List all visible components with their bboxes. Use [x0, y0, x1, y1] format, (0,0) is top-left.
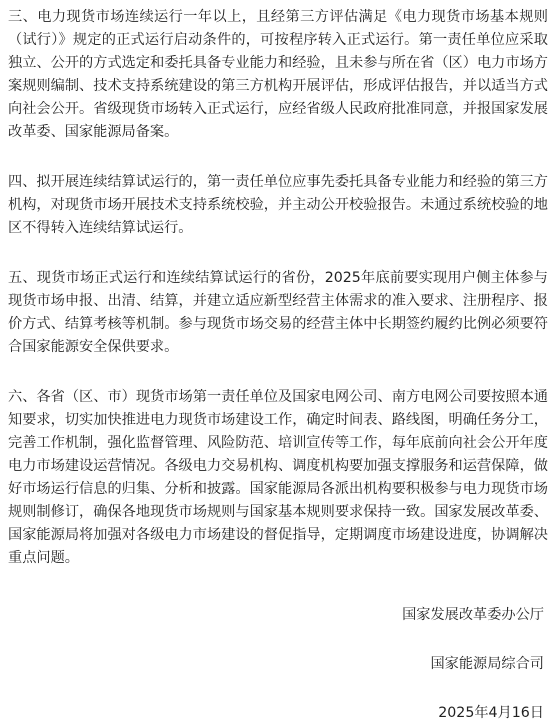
paragraph-five: 五、现货市场正式运行和连续结算试运行的省份，2025年底前要实现用户侧主体参与现货市场申报、出清、结算，并建立适应新型经营主体需求的准入要求、注册程序、报价方式、结算考核等机制。参与现货市场交易的经营主体中长期签约履约比例必须要符合国家能源安全保供要求。: [8, 270, 548, 355]
document-date: 2025年4月16日: [438, 705, 544, 721]
signature-nea-department: 国家能源局综合司: [430, 656, 544, 672]
paragraph-four: 四、拟开展连续结算试运行的，第一责任单位应事先委托具备专业能力和经验的第三方机构，对现货市场开展技术支持系统校验，并主动公开校验报告。未通过系统校验的地区不得转入连续结算试运行。: [8, 174, 548, 236]
paragraph-three: 三、电力现货市场连续运行一年以上，且经第三方评估满足《电力现货市场基本规则（试行）》规定的正式运行启动条件的，可按程序转入正式运行。第一责任单位应采取独立、公开的方式选定和委托具备专业能力和经验，且未参与所在省（区）电力市场方案规则编制、技术支持系统建设的第三方机构开展评估，形成评估报告，并以适当方式向社会公开。省级现货市场转入正式运行，应经省级人民政府批准同意，并报国家发展改革委、国家能源局备案。: [8, 9, 548, 140]
paragraph-six: 六、各省（区、市）现货市场第一责任单位及国家电网公司、南方电网公司要按照本通知要求，切实加快推进电力现货市场建设工作，确定时间表、路线图，明确任务分工，完善工作机制，强化监督管理、风险防范、培训宣传等工作，每年底前向社会公开年度电力市场建设运营情况。各级电力交易机构、调度机构要加强支撑服务和运营保障，做好市场运行信息的归集、分析和披露。国家能源局各派出机构要积极参与电力现货市场规则制修订，确保各地现货市场规则与国家基本规则要求保持一致。国家发展改革委、国家能源局将加强对各级电力市场建设的督促指导，定期调度市场建设进度，协调解决重点问题。: [8, 389, 548, 566]
signature-ndrc-office: 国家发展改革委办公厅: [402, 607, 544, 623]
